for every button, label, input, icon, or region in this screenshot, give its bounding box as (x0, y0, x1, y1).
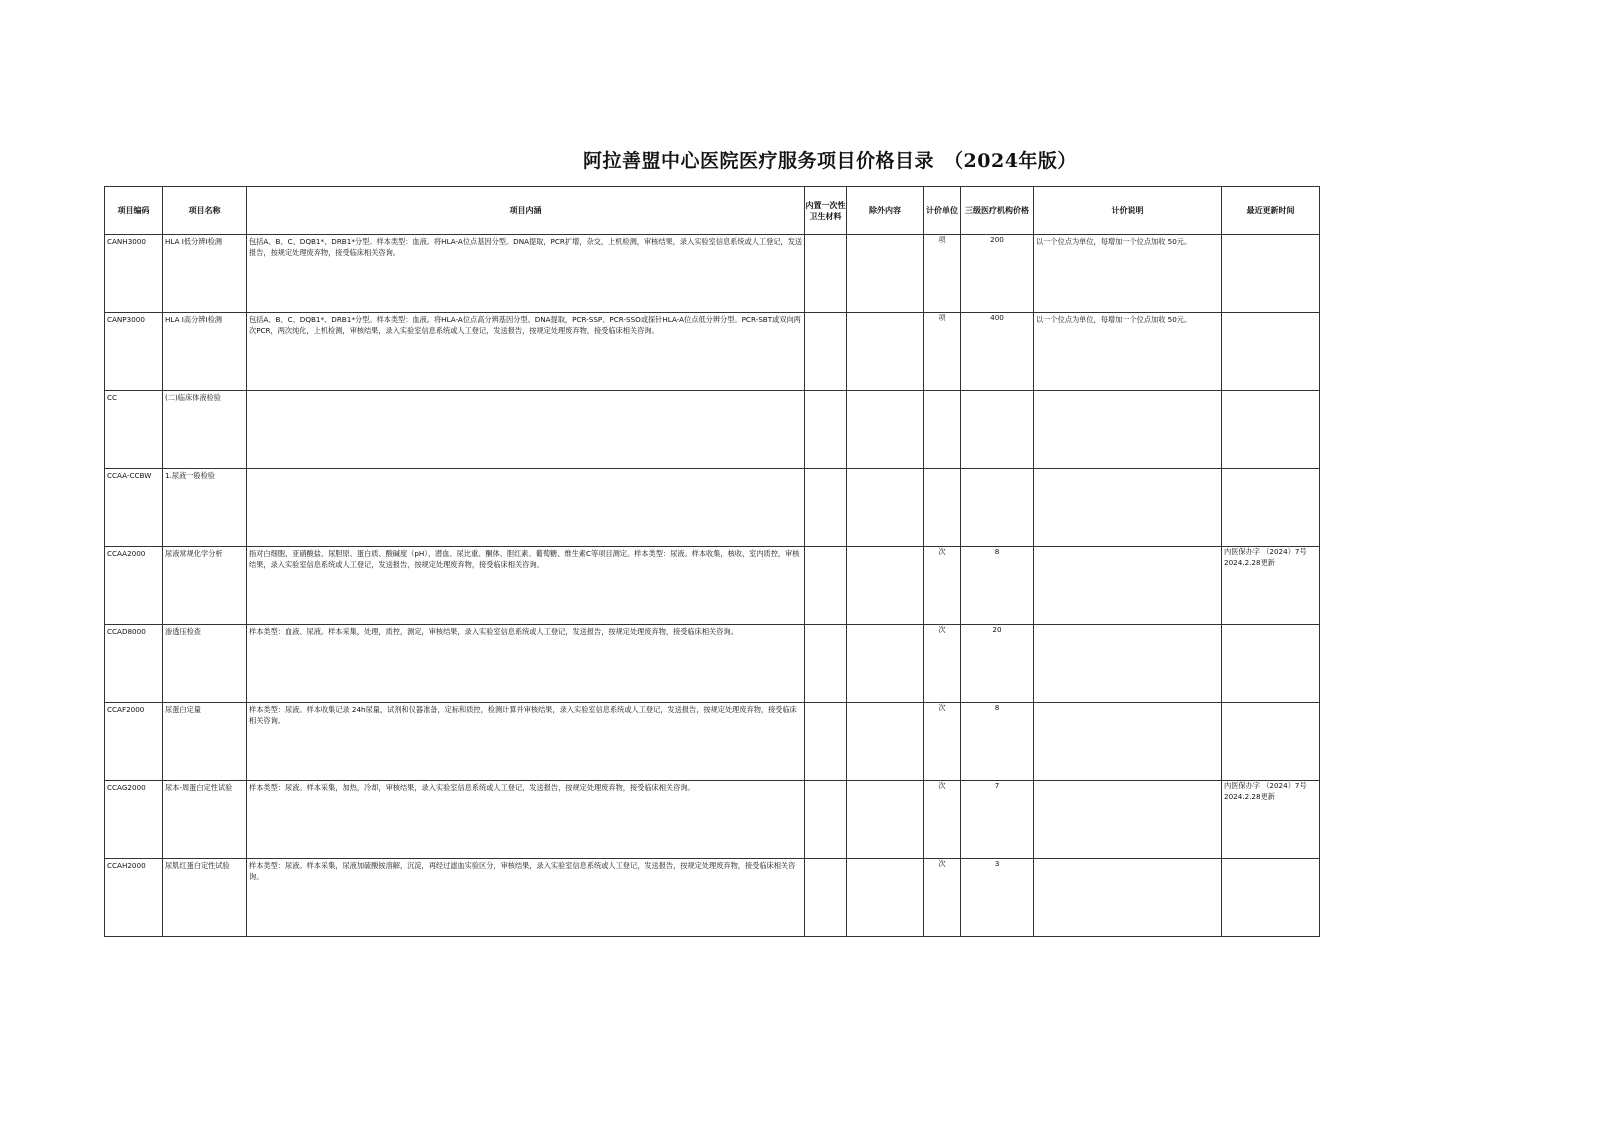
cell-note (1034, 547, 1222, 625)
cell-name: 尿液常规化学分析 (163, 547, 247, 625)
header-price: 三级医疗机构价格 (961, 187, 1034, 235)
cell-material (805, 781, 847, 859)
cell-updated (1222, 703, 1320, 781)
table-row (105, 313, 1320, 391)
header-unit: 计价单位 (924, 187, 961, 235)
cell-content: 包括A、B、C、DQB1*、DRB1*分型。样本类型：血液。将HLA-A位点基因分型。DNA提取，PCR扩增，杂交，上机检测，审核结果，录入实验室信息系统或人工登记，发送报告，按规定处理废弃物，接受临床相关咨询。 (247, 235, 805, 313)
cell-note (1034, 781, 1222, 859)
cell-note (1034, 469, 1222, 547)
cell-name: (二)临床体液检验 (163, 391, 247, 469)
cell-content: 样本类型：尿液。样本采集，尿液加硫酸铵溶解，沉淀，再经过滤血实验区分，审核结果，录入实验室信息系统或人工登记，发送报告，按规定处理废弃物，接受临床相关咨询。 (247, 859, 805, 937)
cell-material (805, 625, 847, 703)
cell-updated: 内医保办字 （2024）7号 2024.2.28更新 (1222, 781, 1320, 859)
cell-code: CCAA-CCBW (105, 469, 163, 547)
cell-price: 8 (961, 547, 1034, 625)
cell-price: 8 (961, 703, 1034, 781)
cell-code: CCAF2000 (105, 703, 163, 781)
table-row (105, 469, 1320, 547)
cell-unit: 次 (924, 859, 961, 937)
cell-updated (1222, 469, 1320, 547)
cell-unit: 次 (924, 781, 961, 859)
cell-unit: 次 (924, 547, 961, 625)
table-row (105, 547, 1320, 625)
cell-name: 尿本-周蛋白定性试验 (163, 781, 247, 859)
cell-unit (924, 469, 961, 547)
table-row (105, 781, 1320, 859)
cell-updated (1222, 391, 1320, 469)
cell-unit: 项 (924, 313, 961, 391)
cell-code: CCAG2000 (105, 781, 163, 859)
cell-name: HLA I高分辨I检测 (163, 313, 247, 391)
cell-excluded (847, 391, 924, 469)
cell-material (805, 313, 847, 391)
cell-content (247, 469, 805, 547)
header-updated: 最近更新时间 (1222, 187, 1320, 235)
cell-name: 1.尿液一般检验 (163, 469, 247, 547)
table-row (105, 625, 1320, 703)
cell-material (805, 469, 847, 547)
cell-excluded (847, 703, 924, 781)
cell-price: 200 (961, 235, 1034, 313)
cell-code: CANH3000 (105, 235, 163, 313)
cell-price: 3 (961, 859, 1034, 937)
document-title: 阿拉善盟中心医院医疗服务项目价格目录 （2024年版） (583, 150, 1077, 172)
cell-updated: 内医保办字 （2024）7号 2024.2.28更新 (1222, 547, 1320, 625)
cell-unit: 次 (924, 703, 961, 781)
cell-material (805, 703, 847, 781)
cell-name: 尿蛋白定量 (163, 703, 247, 781)
cell-name: 渗透压检查 (163, 625, 247, 703)
header-material: 内置一次性卫生材料 (805, 187, 847, 235)
header-code: 项目编码 (105, 187, 163, 235)
table-row (105, 703, 1320, 781)
cell-price: 400 (961, 313, 1034, 391)
cell-excluded (847, 781, 924, 859)
table-row (105, 235, 1320, 313)
price-table (104, 186, 1320, 937)
cell-excluded (847, 547, 924, 625)
cell-note: 以一个位点为单位，每增加一个位点加收 50元。 (1034, 313, 1222, 391)
cell-price: 20 (961, 625, 1034, 703)
header-name: 项目名称 (163, 187, 247, 235)
cell-unit (924, 391, 961, 469)
cell-material (805, 235, 847, 313)
cell-content (247, 391, 805, 469)
cell-content: 样本类型：血液、尿液。样本采集，处理，质控，测定，审核结果，录入实验室信息系统或人工登记，发送报告，按规定处理废弃物，接受临床相关咨询。 (247, 625, 805, 703)
cell-material (805, 859, 847, 937)
cell-code: CC (105, 391, 163, 469)
cell-note: 以一个位点为单位，每增加一个位点加收 50元。 (1034, 235, 1222, 313)
cell-content: 样本类型：尿液。样本采集，加热，冷却，审核结果，录入实验室信息系统或人工登记，发送报告，按规定处理废弃物，接受临床相关咨询。 (247, 781, 805, 859)
header-note: 计价说明 (1034, 187, 1222, 235)
cell-content: 样本类型：尿液。样本收集记录 24h尿量，试剂和仪器准备，定标和质控，检测计算并审核结果，录入实验室信息系统或人工登记，发送报告，按规定处理废弃物，接受临床相关咨询。 (247, 703, 805, 781)
cell-excluded (847, 313, 924, 391)
cell-unit: 项 (924, 235, 961, 313)
cell-code: CANP3000 (105, 313, 163, 391)
table-row (105, 391, 1320, 469)
cell-name: HLA I低分辨I检测 (163, 235, 247, 313)
cell-name: 尿肌红蛋白定性试验 (163, 859, 247, 937)
cell-code: CCAA2000 (105, 547, 163, 625)
cell-updated (1222, 625, 1320, 703)
cell-note (1034, 391, 1222, 469)
cell-updated (1222, 313, 1320, 391)
cell-excluded (847, 235, 924, 313)
cell-note (1034, 859, 1222, 937)
cell-price: 7 (961, 781, 1034, 859)
cell-code: CCAD8000 (105, 625, 163, 703)
cell-content: 指对白细胞、亚硝酸盐、尿胆原、蛋白质、酸碱度（pH）、潜血、尿比重、酮体、胆红素、葡萄糖、维生素C等项目测定。样本类型：尿液。样本收集，核收，室内质控，审核结果，录入实验室信息系统或人工登记，发送报告，按规定处理废弃物，接受临床相关咨询。 (247, 547, 805, 625)
cell-updated (1222, 235, 1320, 313)
cell-code: CCAH2000 (105, 859, 163, 937)
table-row (105, 859, 1320, 937)
cell-note (1034, 625, 1222, 703)
cell-price (961, 391, 1034, 469)
cell-material (805, 391, 847, 469)
cell-price (961, 469, 1034, 547)
header-row (105, 187, 1320, 235)
cell-content: 包括A、B、C、DQB1*、DRB1*分型。样本类型：血液。将HLA-A位点高分辨基因分型。DNA提取，PCR-SSP、PCR-SSO或探针HLA-A位点低分辨分型。PCR-SBT或双向两次PCR，两次纯化，上机检测，审核结果，录入实验室信息系统或人工登记，发送报告，按规定处理废弃物，接受临床相关咨询。 (247, 313, 805, 391)
cell-unit: 次 (924, 625, 961, 703)
header-content: 项目内涵 (247, 187, 805, 235)
cell-excluded (847, 625, 924, 703)
cell-excluded (847, 469, 924, 547)
cell-updated (1222, 859, 1320, 937)
cell-note (1034, 703, 1222, 781)
cell-material (805, 547, 847, 625)
header-excluded: 除外内容 (847, 187, 924, 235)
cell-excluded (847, 859, 924, 937)
